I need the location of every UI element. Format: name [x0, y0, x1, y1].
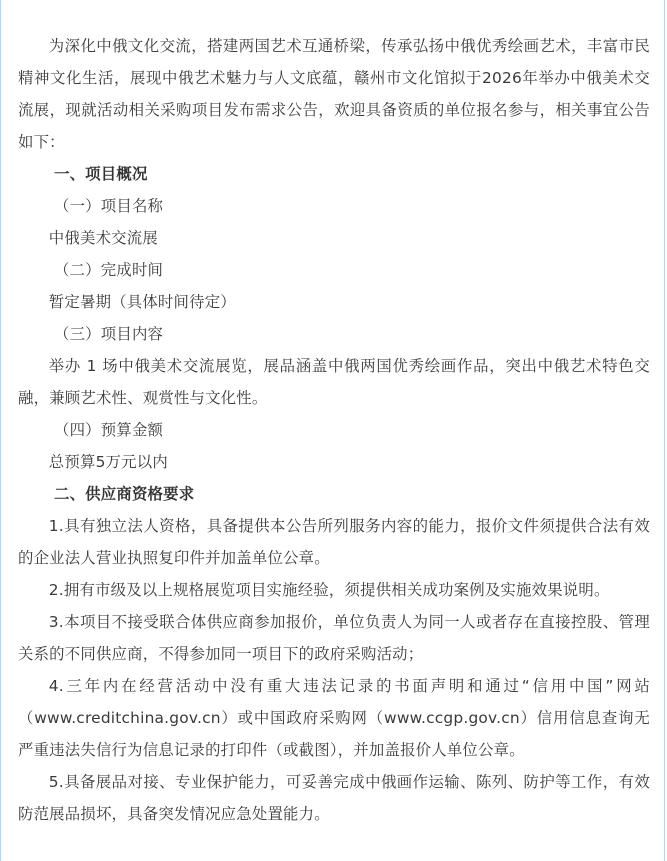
- project-content-value: 举办 1 场中俄美术交流展览，展品涵盖中俄两国优秀绘画作品，突出中俄艺术特色交融，兼顾艺术性、观赏性与文化性。: [18, 357, 650, 407]
- project-content-label: （三）项目内容: [54, 325, 164, 343]
- qualification-item: 5.具备展品对接、专业保护能力，可妥善完成中俄画作运输、陈列、防护等工作，有效防范展品损坏，具备突发情况应急处置能力。: [18, 773, 650, 823]
- completion-time-value: 暂定暑期（具体时间待定）: [48, 293, 236, 311]
- project-name-value: 中俄美术交流展: [48, 229, 158, 247]
- qualification-item: 1.具有独立法人资格，具备提供本公告所列服务内容的能力，报价文件须提供合法有效的企业法人营业执照复印件并加盖单位公章。: [18, 517, 650, 567]
- project-name-label: （一）项目名称: [54, 197, 164, 215]
- qualification-item: 2.拥有市级及以上规格展览项目实施经验，须提供相关成功案例及实施效果说明。: [48, 581, 610, 599]
- budget-label: （四）预算金额: [54, 421, 164, 439]
- qualification-item: 3.本项目不接受联合体供应商参加报价，单位负责人为同一人或者存在直接控股、管理关系的不同供应商，不得参加同一项目下的政府采购活动；: [18, 613, 650, 663]
- announcement-document: [18, 30, 650, 830]
- completion-time-label: （二）完成时间: [54, 261, 164, 279]
- section-heading-qualifications: 二、供应商资格要求: [54, 485, 195, 503]
- intro-paragraph: 为深化中俄文化交流，搭建两国艺术互通桥梁，传承弘扬中俄优秀绘画艺术，丰富市民精神文化生活，展现中俄艺术魅力与人文底蕴，赣州市文化馆拟于2026年举办中俄美术交流展，现就活动相关采购项目发布需求公告，欢迎具备资质的单位报名参与，相关事宜公告如下：: [18, 37, 650, 151]
- section-heading-overview: 一、项目概况: [54, 165, 148, 183]
- qualification-item: 4.三年内在经营活动中没有重大违法记录的书面声明和通过“信用中国”网站（www.creditchina.gov.cn）或中国政府采购网（www.ccgp.gov.cn）信用信息查询无严重违法失信行为信息记录的打印件（或截图），并加盖报价人单位公章。: [18, 677, 650, 759]
- budget-value: 总预算5万元以内: [48, 453, 168, 471]
